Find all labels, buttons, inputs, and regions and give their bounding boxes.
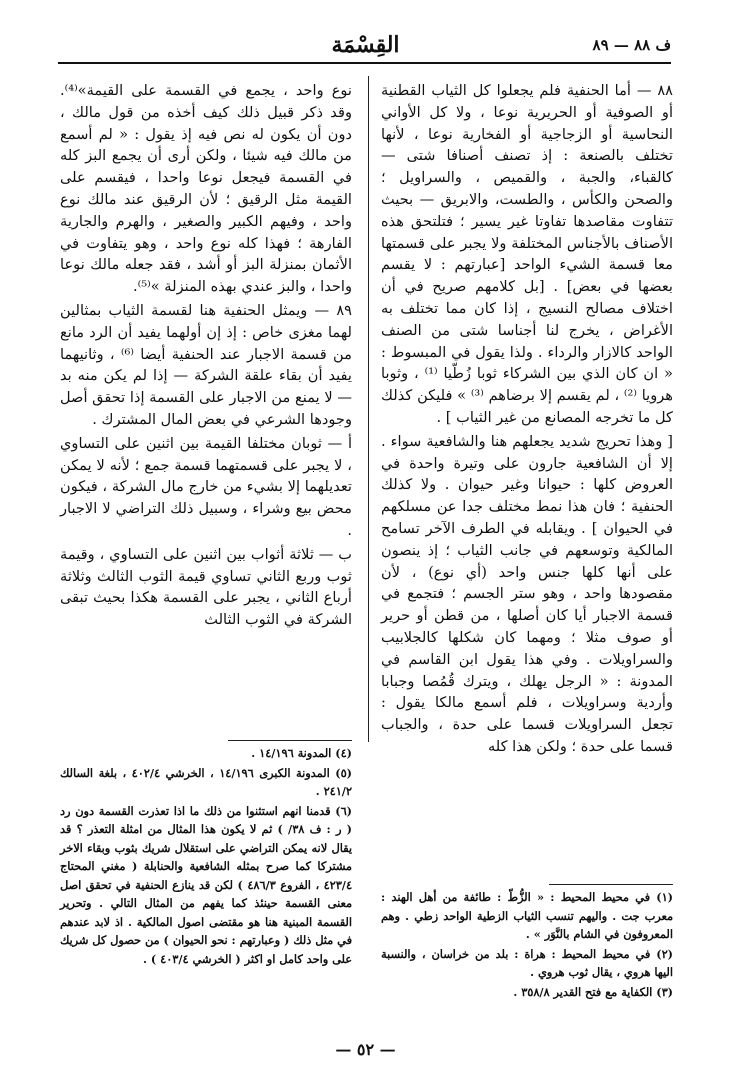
running-title: القِسْمَة (331, 32, 400, 58)
right-column (381, 80, 673, 760)
footnote-3: (٣) الكفاية مع فتح القدير ٣٥٨/٨ . (513, 984, 673, 999)
footnote-4: (٤) المدونة ١٤/١٩٦ . (251, 746, 352, 760)
page-number: — ٥٢ — (335, 1040, 396, 1059)
paragraph-88: ٨٨ — أما الحنفية فلم يجعلوا كل الثياب القطنية أو الصوفية أو الحريرية نوعا ، ولا كل الأواني النحاسية أو الزجاجية أو الفخارية نوعا ، لأنها تختلف بالصنعة : إذ تصنف أصنافا شتى — كالقباء، والجبة ، والقميص ، والسراويل ؛ والصحن والكأس ، والطست، والابريق — بحيث تتفاوت مقاصدها تفاوتا غير يسير ؛ فتلتحق هذه الأصناف بالأجناس المختلفة ولا يجبر على قسمتها معا قسمة الشيء الواحد [عبارتهم : لا يقسم بعضها في بعض] . [بل كلامهم صريح في أن اختلاف مصالح النسيج ، إذا كان مما تختلف به الأغراض ، يخرج لنا أجناسا شتى من الصنف الواحد كالازار والرداء . ولذا يقول في المبسوط : « ان كان الذي بين الشركاء ثوبا زُطّيا ⁽¹⁾ ، وثوبا هرويا ⁽²⁾ ، لم يقسم إلا برضاهم ⁽³⁾ » فليكن كذلك كل ما تخرجه المصانع من غير الثياب ] . (381, 82, 673, 426)
paragraph-quote: نوع واحد ، يجمع في القسمة على القيمة»⁽⁴⁾. وقد ذكر قبيل ذلك كيف أخذه من قول مالك ، دون أن يكون له نص فيه إذ يقول : « لم أسمع من مالك فيه شيئا ، ولكن أرى أن يجمع البز كله في القسمة فيجعل نوعا واحدا ، فيقسم على القيمة مثل الرقيق ؛ لأن الرقيق عند مالك نوع واحد ، وفيهم الكبير والصغير ، والهرم والجارية الفارهة ؛ فهذا كله نوع واحد ، وهو يتفاوت في الأثمان بمنزلة البز أو أشد ، فقد جعله مالك نوعا واحدا ، والبز عندي بهذه المنزلة »⁽⁵⁾. (60, 82, 352, 296)
page-header (60, 26, 671, 66)
left-column (60, 80, 352, 633)
footnote-1: (١) في محيط المحيط : « الزُّطّ : طائفة من أهل الهند : معرب جت . واليهم تنسب الثياب الزطية الواحد زطي . وهم المعروفون في الشام بالنَّوَر » . (381, 890, 673, 941)
column-divider (368, 76, 369, 742)
section-range: ف ٨٨ — ٨٩ (592, 36, 671, 54)
example-b: ب — ثلاثة أثواب بين اثنين على التساوي ، وقيمة ثوب وربع الثاني تساوي قيمة الثوب الثالث وثلاثة أرباع الثاني ، يجبر على القسمة هكذا بحيث تبقى الشركة في الثوب الثالث (60, 545, 352, 629)
example-a: أ — ثوبان مختلفا القيمة بين اثنين على التساوي ، لا يجبر على قسمتهما قسمة جمع ؛ لأنه لا يمكن تعديلهما إلا بشيء من خارج مال الشركة ، فيكون محض بيع وشراء ، وسبيل ذلك التراضي لا الاجبار . (60, 434, 352, 539)
header-rule (58, 62, 671, 64)
footnotes-left (60, 744, 352, 969)
paragraph-88-continued: [ وهذا تحريج شديد يجعلهم هنا والشافعية سواء . إلا أن الشافعية جارون على وتيرة واحدة في العروض كلها : حيوانا وغير حيوان . ولا كذلك الحنفية ؛ فان هذا نمط مختلف جدا عن مسلكهم في الحيوان ] . ويقابله في الطرف الآخر تسامح المالكية وتوسعهم في جانب الثياب ؛ إذ ينصون على أنها كلها جنس واحد (أي نوع) ، لأن مقصودها واحد ، وهو ستر الجسم ؛ فتجمع في قسمة الاجبار أيا كان أصلها ، من قطن أو حرير أو صوف مثلا ؛ ومهما كان شكلها كالجلابيب والسراويلات . وفي هذا يقول ابن القاسم في المدونة : « الرجل يهلك ، ويترك قُمُصا وجبابا وأردية وسراويلات ، فلم أسمع مالكا يقول : تجعل السراويلات قسما على حدة ، والجباب قسما على حدة ؛ ولكن هذا كله (381, 432, 673, 755)
footnote-rule-right (549, 884, 673, 885)
footnote-6: (٦) قدمنا انهم استثنوا من ذلك ما اذا تعذرت القسمة دون رد ( ر : ف ٣٨/ ) ثم لا يكون هذا المثال من امثلة التعذر ؟ قد يقال لانه يمكن التراضي على استقلال شريك بثوب وبقاء الاخر مشتركا كما صرح بمثله الشافعية والحنابلة ( مغني المحتاج ٤٢٣/٤ ، الفروع ٤٨٦/٣ ) لكن قد ينازع الحنفية في تحقق اصل معنى القسمة حينئذ كما يفهم من المثال التالي . وتحرير القسمة المبنية هنا هو مقتضى اصول المالكية . اذ لابد عندهم في مثل ذلك ( وعبارتهم : نحو الحيوان ) من حصول كل شريك على واحد كامل او اكثر ( الخرشي ٤٠٣/٤ ) . (60, 803, 353, 966)
paragraph-89: ٨٩ — ويمثل الحنفية هنا لقسمة الثياب بمثالين لهما مغزى خاص : إذ إن أولهما يفيد أن الرد مانع من قسمة الاجبار عند الحنفية أيضا ⁽⁶⁾ ، وثانيهما يفيد أن بقاء علقة الشركة — إذا لم يكن منه بد — لا يمنع من الاجبار على القسمة إذا تحقق أصل وجودها الشرعي في بعض المال المشترك . (60, 301, 352, 428)
footnotes-right (381, 888, 673, 1002)
footnote-5: (٥) المدونة الكبرى ١٤/١٩٦ ، الخرشي ٤٠٢/٤ ، بلغة السالك ٢٤١/٢ . (60, 765, 352, 798)
footnote-2: (٢) في محيط المحيط : هراة : بلد من خراسان ، والنسبة اليها هروي ، يقال ثوب هروي . (381, 946, 673, 979)
footnote-rule-left (228, 740, 352, 741)
